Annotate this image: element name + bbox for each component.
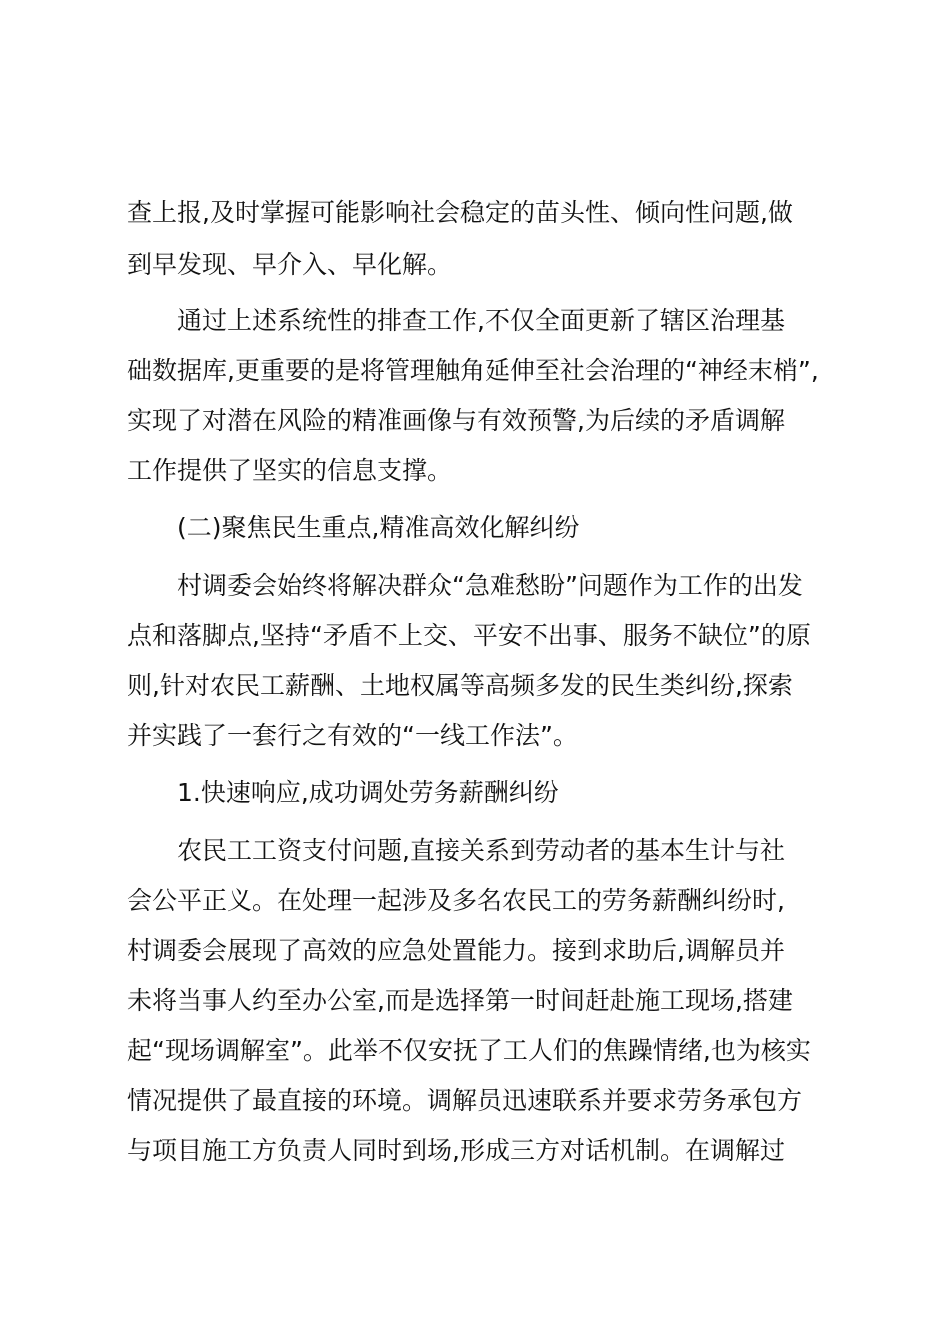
paragraph-line: 与项目施工方负责人同时到场,形成三方对话机制。在调解过	[127, 1136, 785, 1165]
subsection-heading: 1.快速响应,成功调处劳务薪酬纠纷	[177, 778, 559, 807]
paragraph-line: 未将当事人约至办公室,而是选择第一时间赶赴施工现场,搭建	[127, 986, 793, 1015]
paragraph-line: 则,针对农民工薪酬、土地权属等高频多发的民生类纠纷,探索	[127, 671, 793, 700]
paragraph-line: 点和落脚点,坚持“矛盾不上交、平安不出事、服务不缺位”的原	[127, 621, 811, 650]
paragraph-line: 农民工工资支付问题,直接关系到劳动者的基本生计与社	[177, 836, 785, 865]
paragraph-line: 通过上述系统性的排查工作,不仅全面更新了辖区治理基	[177, 306, 785, 335]
paragraph-line: 村调委会展现了高效的应急处置能力。接到求助后,调解员并	[127, 936, 785, 965]
paragraph-line: 并实践了一套行之有效的“一线工作法”。	[127, 721, 578, 750]
paragraph-line: 起“现场调解室”。此举不仅安抚了工人们的焦躁情绪,也为核实	[127, 1036, 811, 1065]
paragraph-line: 村调委会始终将解决群众“急难愁盼”问题作为工作的出发	[177, 571, 803, 600]
paragraph-line: 础数据库,更重要的是将管理触角延伸至社会治理的“神经末梢”,	[127, 356, 819, 385]
paragraph-line: 会公平正义。在处理一起涉及多名农民工的劳务薪酬纠纷时,	[127, 886, 785, 915]
paragraph-line: 查上报,及时掌握可能影响社会稳定的苗头性、倾向性问题,做	[127, 198, 793, 227]
section-heading: (二)聚焦民生重点,精准高效化解纠纷	[177, 513, 580, 542]
paragraph-line: 实现了对潜在风险的精准画像与有效预警,为后续的矛盾调解	[127, 406, 785, 435]
paragraph-line: 情况提供了最直接的环境。调解员迅速联系并要求劳务承包方	[127, 1086, 803, 1115]
paragraph-line: 到早发现、早介入、早化解。	[127, 250, 453, 279]
paragraph-line: 工作提供了坚实的信息支撑。	[127, 456, 453, 485]
